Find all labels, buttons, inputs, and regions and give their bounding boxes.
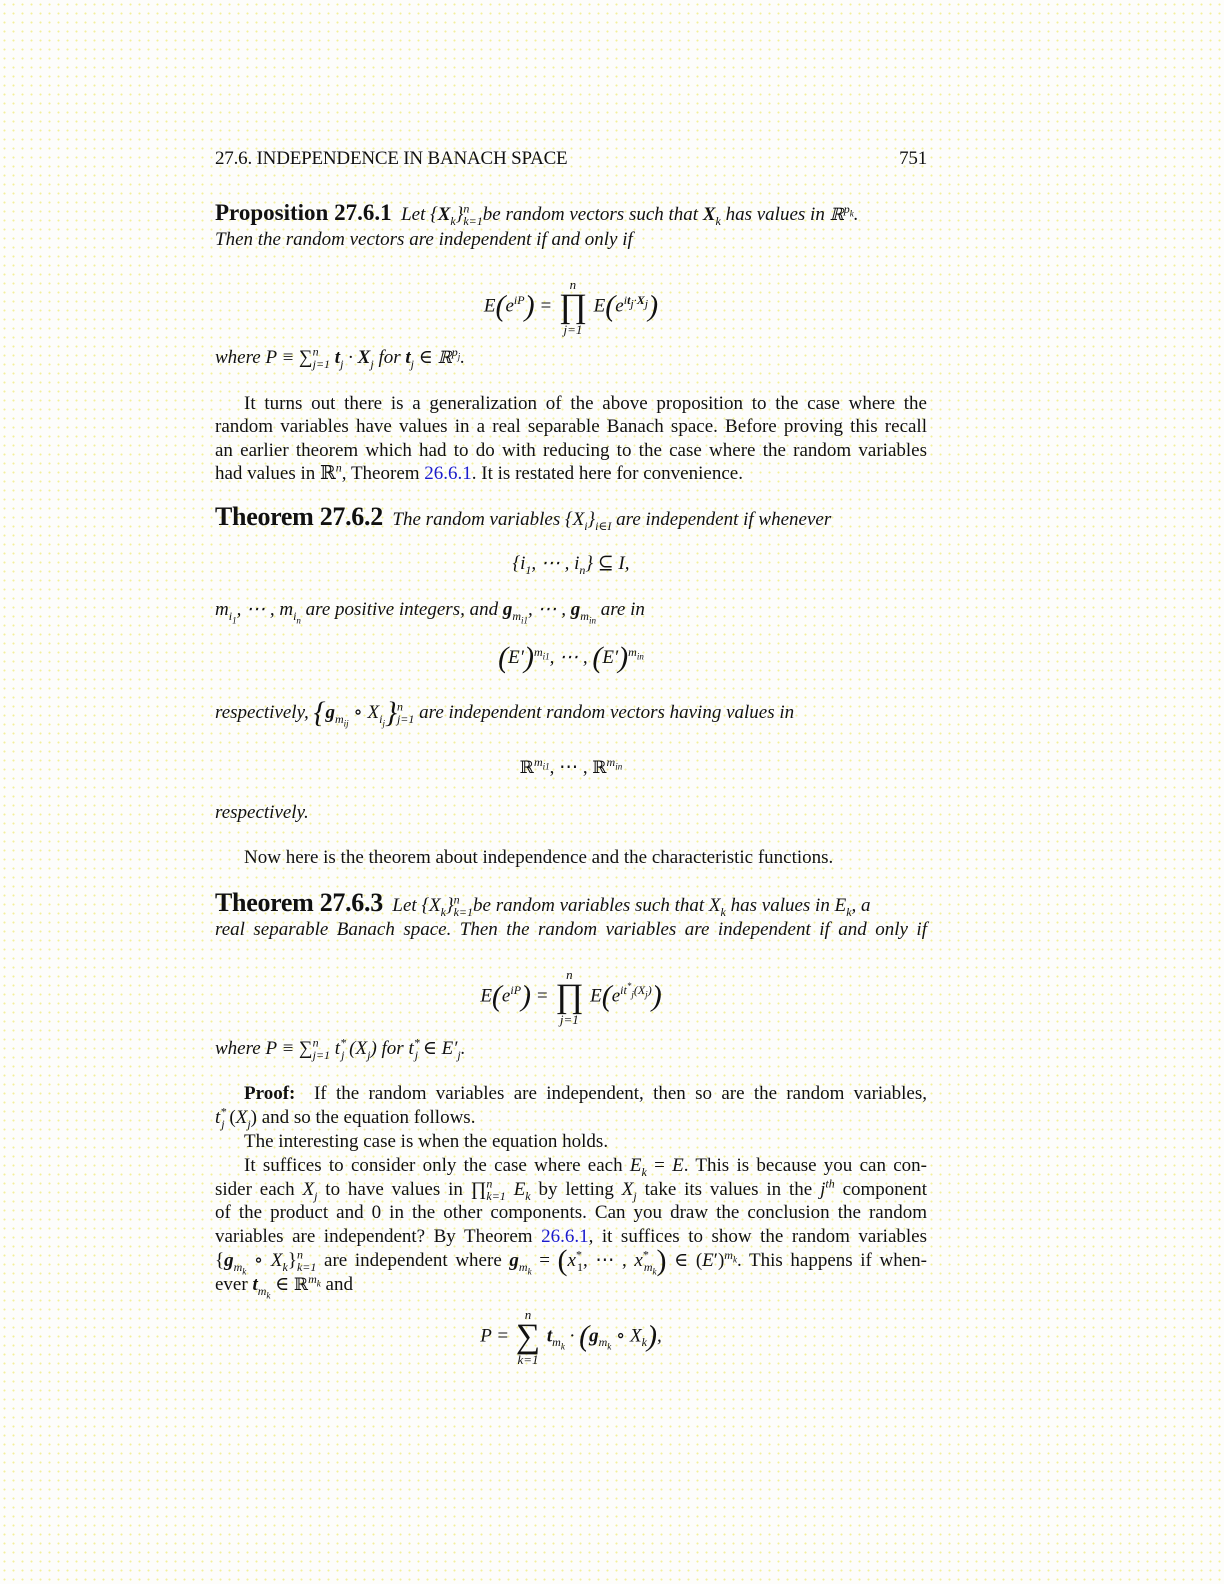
proof-line9: ever $t_{m_k}$ ∈ ℝ$^{m_k}$ and — [215, 1271, 353, 1301]
proposition-statement-line1: Proposition 27.6.1 Let $\{X_k\}^n_{k=1}be$ random vectors such that $X_k$ has values in ℝ$^{p_k}$. — [215, 200, 859, 228]
proposition-statement-line2: Then the random vectors are independent if and only if — [215, 229, 633, 250]
proof-line5: sider each $X_j$ to have values in ∏$^n_{k=1}$ $E_k$ by letting $X_j$ take its values in the $j^{th}$ component — [215, 1176, 927, 1203]
proof-line7 — [215, 1225, 927, 1249]
theorem-link-26-6-1[interactable]: 26.6.1 — [424, 463, 472, 484]
paragraph-1-line2: random variables have values in a real separable Banach space. Before proving this recall — [215, 416, 927, 437]
superscript: n — [335, 460, 342, 475]
paragraph-1-line1: It turns out there is a generalization of the above proposition to the case where the — [244, 393, 927, 414]
theorem-link-26-6-1[interactable]: 26.6.1 — [541, 1226, 589, 1247]
theorem-27-6-3-line2: real separable Banach space. Then the random variables are independent if and only if — [215, 919, 927, 940]
running-header — [215, 148, 927, 170]
text: If the random variables are independent, then so are the random variables, — [313, 1083, 928, 1104]
proof-line4: It suffices to consider only the case where each $E_k = E$. This is because you can con- — [244, 1155, 927, 1179]
theorem-27-6-2-line2: $m_{i_1}$, ⋯ , $m_{i_n}$ are positive integers, and $g_{m_{i1}}$, ⋯ , $g_{m_{in}}$ are in — [215, 599, 645, 626]
theorem-27-6-2-real-spaces: ℝ$^{m_{i1}}$, ⋯ , ℝ$^{m_{in}}$ — [519, 754, 623, 778]
theorem-27-6-2-line3: respectively, {$g_{m_{ij}}$ ∘ $X_{i_j}\}^n_{j=1}$ are independent random vectors having values in — [215, 696, 795, 729]
proof-label: Proof: — [244, 1083, 296, 1104]
theorem-27-6-3-equation: $E(e^{iP})$ = n ∏ j=1 $E(e^{it^*_j(X_j)})$ — [480, 967, 662, 1027]
proof-line2: $t^*_j$ $(X_j)$ and so the equation follows. — [215, 1104, 476, 1131]
proposition-label: Proposition 27.6.1 — [215, 200, 392, 225]
theorem-27-6-3-where-clause: where P ≡ ∑$^n_{j=1}$ $t^*_j$ $(X_j)$ for $t^*_j$ ∈ $E'_j$. — [215, 1035, 466, 1062]
theorem-27-6-2-line4: respectively. — [215, 802, 309, 823]
paragraph-1-line4 — [215, 462, 927, 486]
text: , Theorem — [341, 463, 425, 484]
page-number: 751 — [899, 148, 927, 169]
proposition-equation: $E(e^{iP})$ = n ∏ j=1 $E(e^{it_j\cdot X_j})$ — [483, 277, 659, 337]
paragraph-1-line3: an earlier theorem which had to do with reducing to the case where the random variables — [215, 440, 927, 461]
text: variables are independent? By Theorem — [215, 1226, 542, 1247]
theorem-label: Theorem 27.6.2 — [215, 502, 383, 531]
theorem-27-6-3-line1: Theorem 27.6.3 Let $\{X_k\}^n_{k=1}be$ random variables such that $X_k$ has values in $E_k$, a — [215, 888, 871, 919]
proof-line3: The interesting case is when the equation holds. — [244, 1131, 609, 1152]
proof-line8: {$g_{m_k}$ ∘ $X_k\}^n_{k=1}$ are independent where $g_{m_k} = (x^*_1$, ⋯ , $x^*_{m_k}$) ∈ $(E')^{m_k}$. This happens if when- — [215, 1244, 928, 1277]
text: , it suffices to show the random variables — [588, 1226, 927, 1247]
text: had values in ℝ — [215, 463, 336, 484]
proof-equation: P = n ∑ k=1 $t_{m_k} \cdot (g_{m_k}$ ∘ $X_k$), — [480, 1307, 662, 1367]
proof-line1 — [215, 1082, 927, 1106]
proof-line6: of the product and 0 in the other components. Can you draw the conclusion the random — [215, 1202, 927, 1223]
theorem-27-6-2-line1: Theorem 27.6.2 The random variables $\{X_i\}_{i\in I}$ are independent if whenever — [215, 502, 832, 533]
theorem-27-6-2-dual-spaces: $(E')^{m_{i1}}$, ⋯ , $(E')^{m_{in}}$ — [498, 641, 644, 674]
text: . It is restated here for convenience. — [471, 463, 743, 484]
theorem-label: Theorem 27.6.3 — [215, 888, 383, 917]
paragraph-2: Now here is the theorem about independence and the characteristic functions. — [244, 847, 834, 868]
proposition-where-clause: where P ≡ ∑$^n_{j=1}$ $t_j \cdot X_j$ for $t_j$ ∈ ℝ$^{p_j}$. — [215, 344, 465, 371]
theorem-27-6-2-index-set: {$i_1$, ⋯ , $i_n$} ⊆ I, — [512, 553, 630, 577]
section-title: 27.6. INDEPENDENCE IN BANACH SPACE — [215, 148, 568, 169]
